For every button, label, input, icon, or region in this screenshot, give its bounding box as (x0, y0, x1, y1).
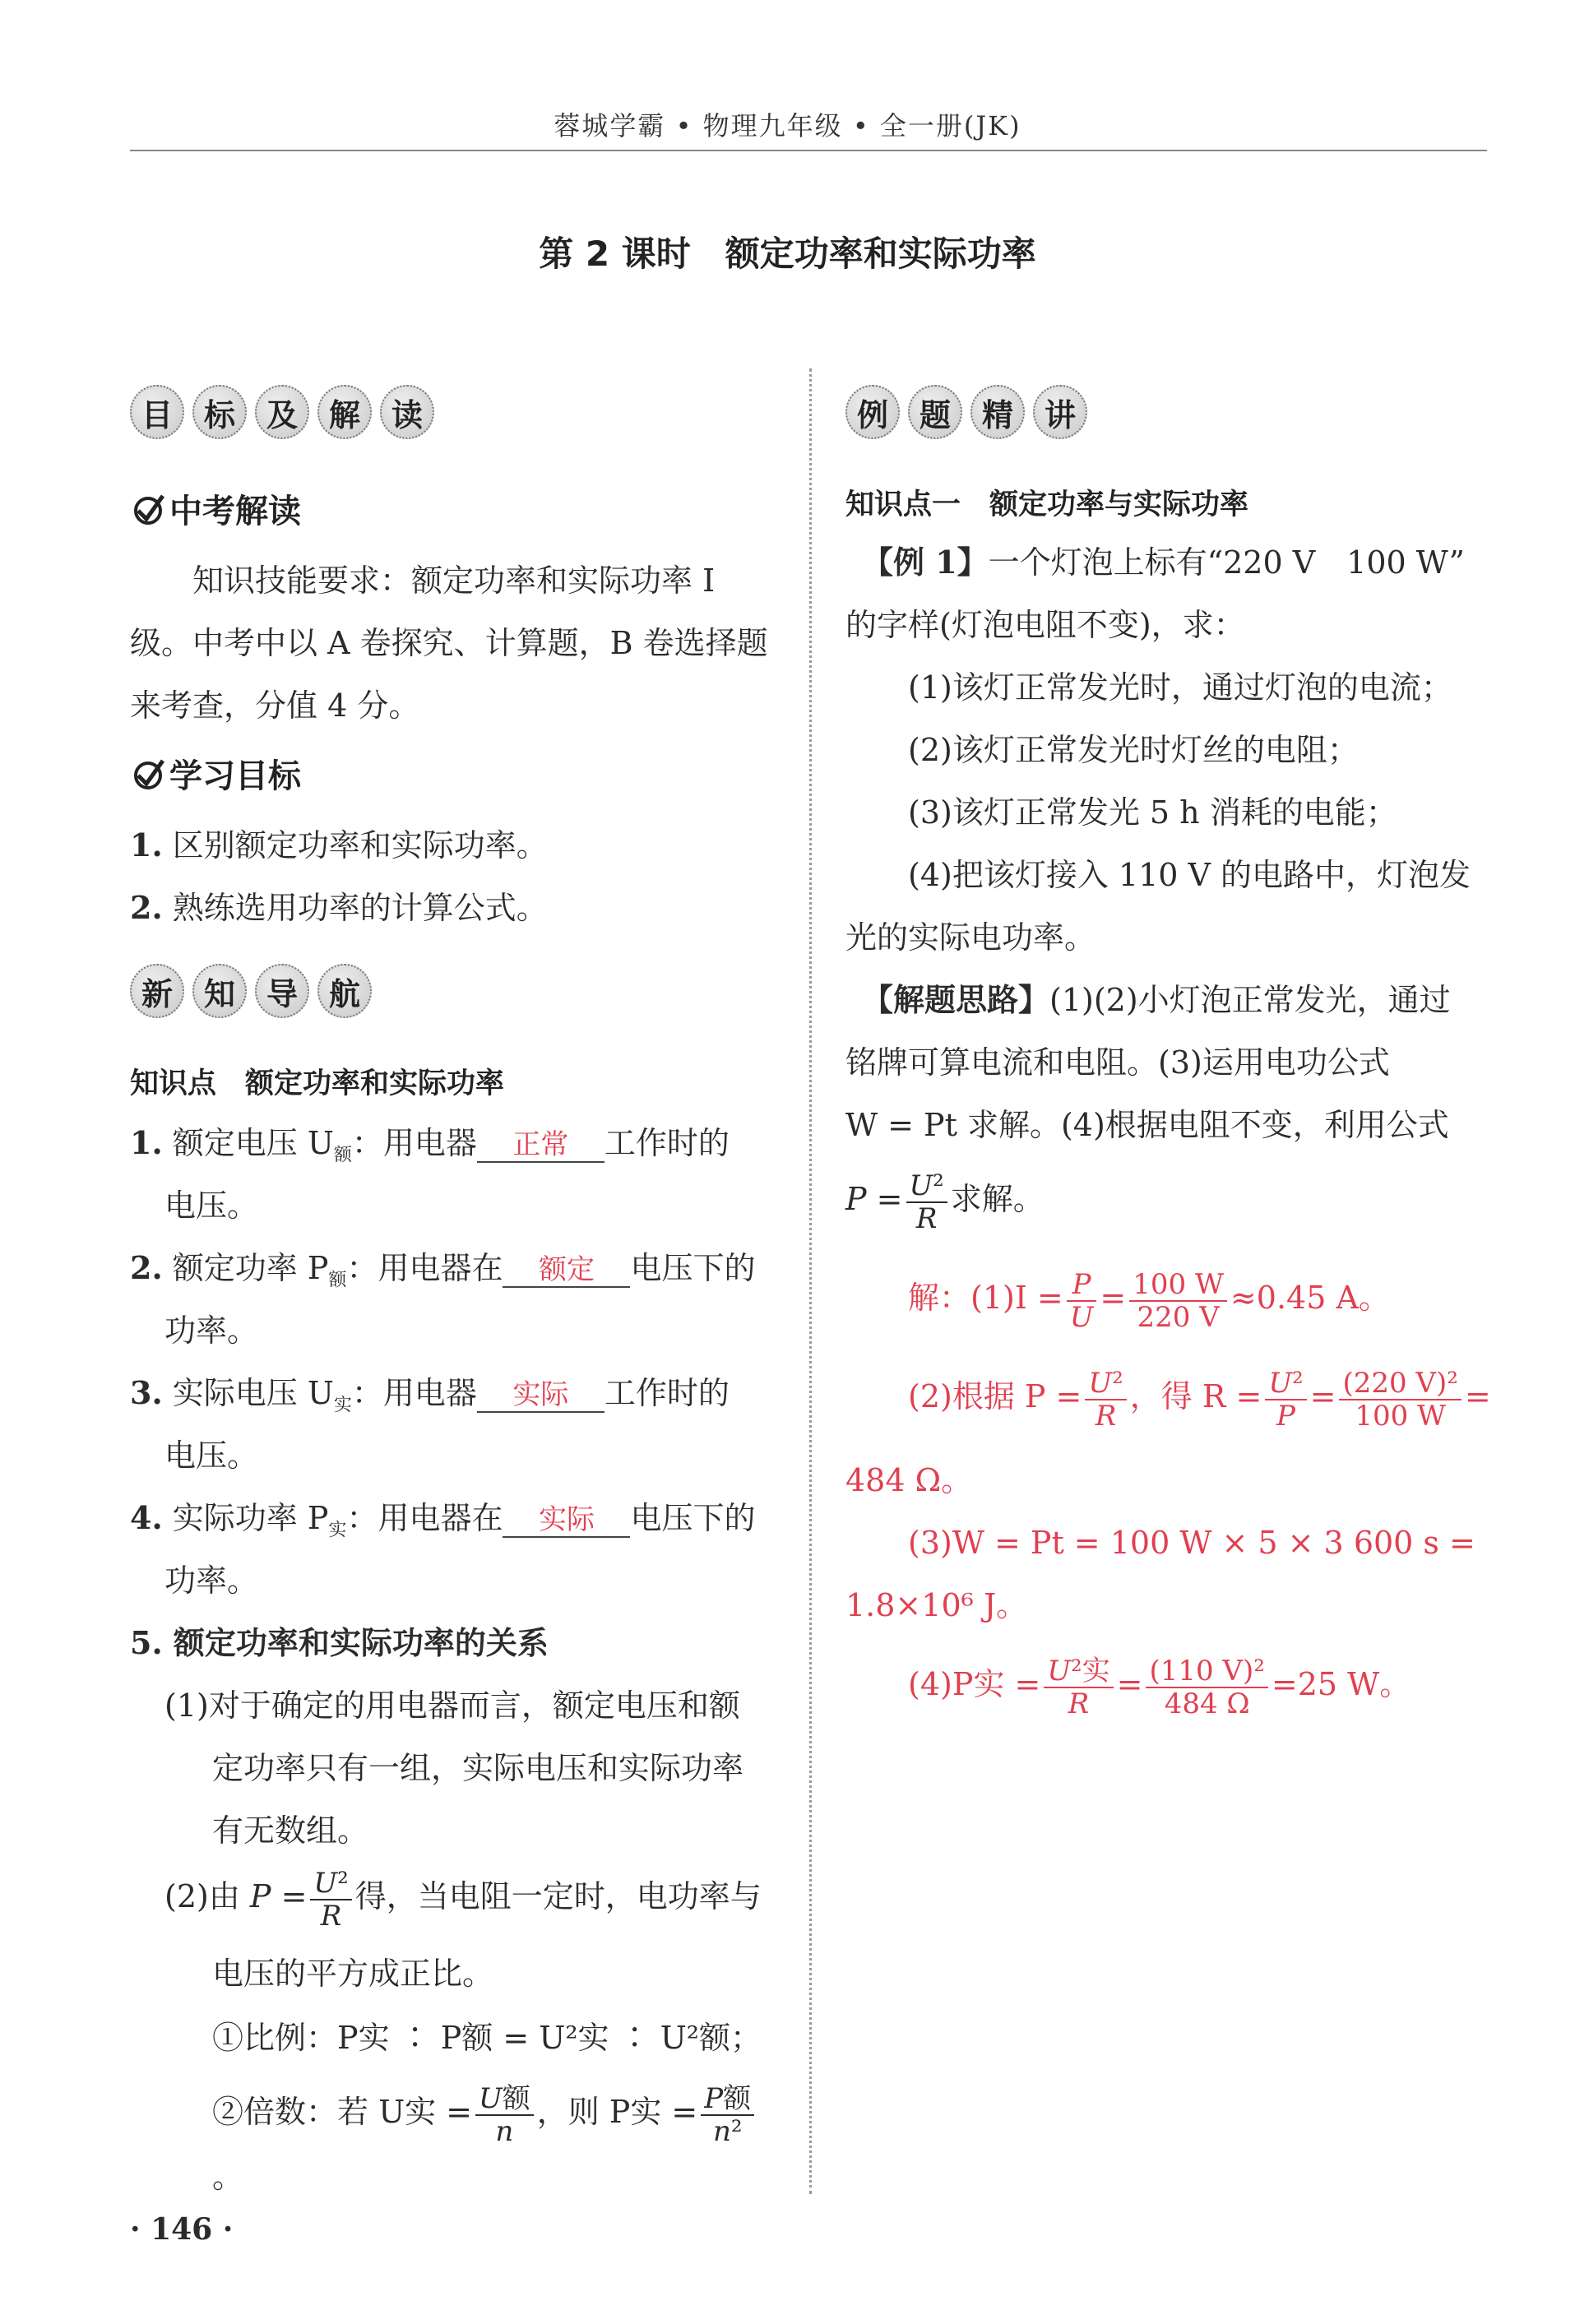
question-4: (4)把该灯接入 110 V 的电路中，灯泡发 (908, 857, 1471, 893)
solution-1: 解：(1)I = $\frac{P}{U}$ = $\frac{100 W}{220 V}$ ≈0.45 A。 (908, 1267, 1390, 1334)
badge-new-knowledge: 新 知 导 航 (130, 964, 372, 1018)
knowledge-point-heading: 知识点 额定功率和实际功率 (130, 1067, 505, 1100)
solution-idea-line-1: 【解题思路】(1)(2)小灯泡正常发光，通过 (862, 981, 1451, 1018)
solution-2-cont: 484 Ω。 (845, 1462, 973, 1498)
answer-blank: 额定 (503, 1253, 630, 1288)
question-3: (3)该灯正常发光 5 h 消耗的电能； (908, 794, 1397, 831)
exam-line-1: 知识技能要求：额定功率和实际功率 I (192, 562, 716, 599)
relation-2-cont: 电压的平方成正比。 (212, 1956, 494, 1992)
goal-item: 1. 区别额定功率和实际功率。 (130, 826, 548, 863)
check-icon (130, 491, 166, 527)
fill-item-1: 1. 额定电压 $U_额$：用电器 正常 工作时的 (130, 1124, 730, 1166)
exam-heading: 中考解读 (130, 485, 301, 532)
column-divider (809, 368, 812, 2194)
solution-idea-line-2: 铭牌可算电流和电阻。(3)运用电功公式 (845, 1044, 1390, 1081)
solution-3-line-2: 1.8×10⁶ J。 (845, 1587, 1028, 1623)
example-line-2: 的字样(灯泡电阻不变)，求： (845, 607, 1245, 643)
fill-item-3-cont: 电压。 (164, 1437, 259, 1474)
fill-item-4: 4. 实际功率 $P_实$：用电器在 实际 电压下的 (130, 1499, 756, 1541)
check-icon (130, 756, 166, 792)
badge-examples: 例 题 精 讲 (845, 385, 1087, 439)
solution-idea-line-3: W = Pt 求解。(4)根据电阻不变，利用公式 (845, 1107, 1449, 1143)
question-4-cont: 光的实际电功率。 (845, 919, 1096, 956)
exam-line-3: 来考查，分值 4 分。 (130, 687, 420, 724)
running-header: 蓉城学霸 • 物理九年级 • 全一册(JK) (554, 110, 1021, 141)
answer-blank: 实际 (477, 1378, 605, 1413)
fill-item-4-cont: 功率。 (164, 1562, 259, 1599)
example-line-1: 【例 1】一个灯泡上标有“220 V 100 W” (862, 544, 1465, 581)
page-number: · 146 · (130, 2212, 234, 2247)
exam-line-2: 级。中考中以 A 卷探究、计算题，B 卷选择题 (130, 625, 768, 661)
fill-item-1-cont: 电压。 (164, 1187, 259, 1224)
ratio-line: ①比例：P实 ∶ P额 = U²实 ∶ U²额； (212, 2020, 762, 2056)
solution-2: (2)根据 P = $\frac{\text{U²}}{R}$ ，得 R = $\frac{\text{U²}}{P}$ = $\frac{\text{(220 V)²}}{100 W}$ = (908, 1366, 1491, 1433)
relation-heading: 5. 额定功率和实际功率的关系 (130, 1624, 549, 1661)
answer-blank: 实际 (503, 1503, 630, 1538)
relation-2: (2)由 P = $\frac{\text{U²}}{R}$ 得，当电阻一定时，电功率与 (164, 1866, 762, 1933)
question-2: (2)该灯正常发光时灯丝的电阻； (908, 732, 1359, 768)
answer-blank: 正常 (477, 1128, 605, 1163)
solution-4: (4)P实 = $\frac{\text{U²实}}{R}$ = $\frac{\text{(110 V)²}}{484 \Omega}$ =25 W。 (908, 1654, 1411, 1720)
relation-1-line-2: 定功率只有一组，实际电压和实际功率 (212, 1750, 744, 1786)
relation-1-line-3: 有无数组。 (212, 1812, 369, 1849)
question-1: (1)该灯正常发光时，通过灯泡的电流； (908, 669, 1452, 706)
fill-item-3: 3. 实际电压 $U_实$：用电器 实际 工作时的 (130, 1374, 730, 1416)
solution-idea-line-4: P = $\frac{\text{U²}}{R}$ 求解。 (845, 1169, 1045, 1235)
badge-objectives: 目 标 及 解 读 (130, 385, 434, 439)
lesson-title: 第 2 课时 额定功率和实际功率 (539, 234, 1036, 274)
example-kp-heading: 知识点一 额定功率与实际功率 (845, 488, 1249, 521)
fill-item-2-cont: 功率。 (164, 1312, 259, 1349)
solution-3-line-1: (3)W = Pt = 100 W × 5 × 3 600 s = (908, 1525, 1475, 1561)
relation-1-line-1: (1)对于确定的用电器而言，额定电压和额 (164, 1687, 740, 1724)
goal-item: 2. 熟练选用功率的计算公式。 (130, 889, 548, 926)
fraction-u2-over-r: $\frac{\text{U²}}{R}$ (310, 1869, 351, 1930)
fill-item-2: 2. 额定功率 $P_额$：用电器在 额定 电压下的 (130, 1249, 756, 1291)
header-rule (130, 150, 1487, 151)
goal-heading: 学习目标 (130, 750, 301, 797)
multiple-line: ②倍数：若 U实 = $\frac{\text{U额}}{n}$ ，则 P实 = $\frac{\text{P额}}{\text{n²}}$ 。 (212, 2081, 784, 2208)
